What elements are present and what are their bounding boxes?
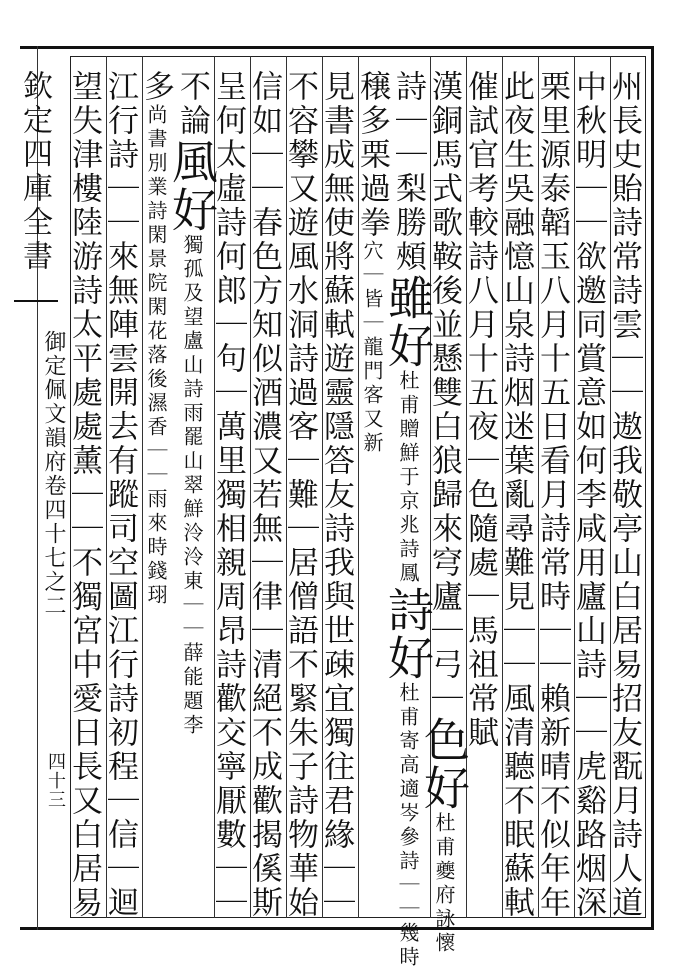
- column-text: 不論: [174, 70, 210, 138]
- column-text: 州長史貽詩常詩雲｜｜遨我敬亭山白居易招友翫月詩人道: [606, 70, 642, 920]
- column-text: 江行詩｜｜來無陣雲開去有蹤司空圖江行詩初程｜信｜迴: [102, 70, 138, 920]
- column-text: 中秋明｜｜欲邀同賞意如何李咸用廬山詩｜｜虎谿路烟深: [570, 70, 606, 920]
- annotation-text: 杜甫寄高適岑參詩｜｜幾時: [396, 682, 420, 970]
- column-text: 多: [138, 70, 174, 104]
- column-text: 漢銅馬式歌鞍後並懸雙白狼歸來穹廬｜弓｜: [426, 70, 462, 716]
- column-text: 信如｜｜春色方知似酒濃又若無｜律｜清絕不成歡揭傒斯: [246, 70, 282, 920]
- fishtail-mark: [14, 300, 58, 326]
- column-text: 穣多栗過拳: [354, 70, 390, 240]
- volume-title: 御定佩文韻府卷四十七之二: [41, 330, 66, 618]
- column-text: 望失津樓陸游詩太平處處薰｜｜不獨宮中愛日長又白居易: [66, 70, 102, 920]
- rhyme-heading: 詩好: [381, 586, 435, 682]
- annotation-text: 穴｜皆｜龍門客又新: [360, 240, 384, 456]
- page-number: 四十三: [45, 752, 66, 809]
- column-text: 見書成無使將蘇軾遊靈隱答友詩我與世疎宜獨往君緣｜｜: [318, 70, 354, 920]
- column-text: 呈何太虛詩何郎｜句｜萬里獨相親周昂詩歡交寧厭數｜｜: [210, 70, 246, 920]
- rhyme-heading: 風好: [165, 138, 219, 234]
- rhyme-heading: 雖好: [381, 274, 435, 370]
- column-text: 此夜生吳融憶山泉詩烟迷葉亂尋難見｜｜風清聽不眠蘇軾: [498, 70, 534, 920]
- column-text: 不容攀又遊風水洞詩過客｜難｜居僧語不緊朱子詩物華始: [282, 70, 318, 920]
- column-text: 催試官考較詩八月十五夜｜色隨處｜馬祖常賦: [462, 70, 498, 750]
- annotation-text: 尚書別業詩閑景院閑花落後濕香｜｜雨來時錢珝: [144, 104, 168, 608]
- column-text: 栗里源泰韜玉八月十五日看月詩常時｜｜賴新晴不似年年: [534, 70, 570, 920]
- column-text: 詩｜｜梨勝頰: [390, 70, 426, 274]
- annotation-text: 杜甫夔府詠懷: [432, 812, 456, 956]
- rhyme-heading: 色好: [417, 716, 471, 812]
- annotation-text: 杜甫贈鮮于京兆詩鳳: [396, 370, 420, 586]
- text-column: [62, 70, 106, 920]
- book-title: 欽定四庫全書: [17, 70, 52, 274]
- annotation-text: 獨孤及望盧山詩雨罷山翠鮮泠泠東｜｜薛能題李: [180, 234, 204, 738]
